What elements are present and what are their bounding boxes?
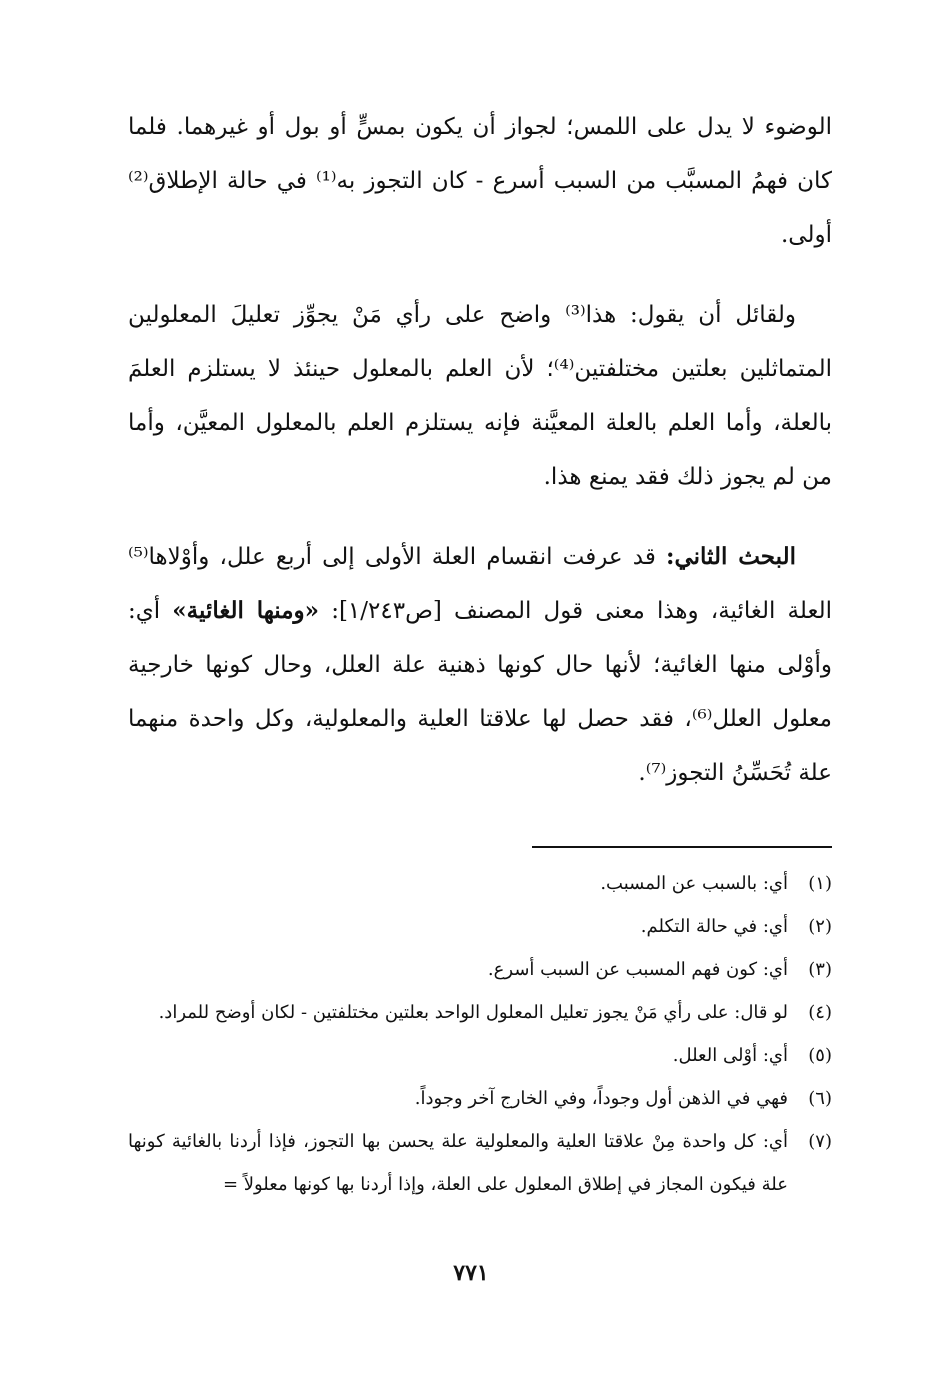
footnote-5 (128, 1034, 832, 1077)
footnote-divider (532, 846, 832, 848)
footnote-1 (128, 862, 832, 905)
footnote-number: (٣) (808, 959, 832, 980)
footnotes (128, 862, 832, 1206)
footnote-4 (128, 991, 832, 1034)
footnote-2 (128, 905, 832, 948)
footnote-number: (١) (808, 873, 832, 894)
footnote-text: لو قال: على رأي مَنْ يجوز تعليل المعلول الواحد بعلتين مختلفتين - لكان أوضح للمراد. (158, 1002, 788, 1023)
footnote-6 (128, 1077, 832, 1120)
footnote-number: (٢) (808, 916, 832, 937)
footnote-text: أي: بالسبب عن المسبب. (600, 873, 788, 894)
paragraph-3-text-a: قد عرفت انقسام العلة الأولى إلى أربع علل، وأوْلاها⁽⁵⁾ العلة الغائية، وهذا معنى قول المصنف [ص١/٢٤٣]: (128, 544, 832, 624)
footnote-number: (٤) (808, 1002, 832, 1023)
paragraph-2 (128, 288, 832, 504)
section-heading: البحث الثاني: (665, 543, 796, 570)
footnote-number: (٦) (808, 1088, 832, 1109)
footnote-7 (128, 1120, 832, 1206)
quoted-phrase: «ومنها الغائية» (172, 597, 320, 624)
main-text (128, 100, 832, 800)
paragraph-1-text: الوضوء لا يدل على اللمس؛ لجواز أن يكون بمسٍّ أو بول أو غيرهما. فلما كان فهمُ المسبَّب من السبب أسرع - كان التجوز به⁽¹⁾ في حالة الإطلاق⁽²⁾ أولى. (128, 114, 833, 248)
paragraph-2-text: ولقائل أن يقول: هذا⁽³⁾ واضح على رأي مَنْ يجوِّز تعليلَ المعلولين المتماثلين بعلتين مختلفتين⁽⁴⁾؛ لأن العلم بالمعلول حينئذ لا يستلزم العلمَ بالعلة، وأما العلم بالعلة المعيَّنة فإنه يستلزم العلم بالمعلول المعيَّن، وأما من لم يجوز ذلك فقد يمنع هذا. (128, 302, 832, 490)
footnote-text: أي: أوْلى العلل. (672, 1045, 788, 1066)
paragraph-3 (128, 530, 832, 800)
footnote-text: فهي في الذهن أول وجوداً، وفي الخارج آخر وجوداً. (414, 1088, 788, 1109)
footnote-text: أي: كون فهم المسبب عن السبب أسرع. (487, 959, 788, 980)
paragraph-3-text-b: أي: وأوْلى منها الغائية؛ لأنها حال كونها ذهنية علة العلل، وحال كونها خارجية معلول العلل⁽⁶⁾، فقد حصل لها علاقتا العلية والمعلولية، وكل واحدة منهما علة تُحَسِّنُ التجوز⁽⁷⁾. (128, 598, 832, 786)
footnote-number: (٧) (808, 1131, 832, 1152)
footnote-text: أي: كل واحدة مِنْ علاقتا العلية والمعلولية علة يحسن بها التجوز، فإذا أردنا بالغائية كونها علة فيكون المجاز في إطلاق المعلول على العلة، وإذا أردنا بها كونها معلولاً = (128, 1131, 788, 1195)
paragraph-1 (128, 100, 832, 262)
footnote-text: أي: في حالة التكلم. (640, 916, 788, 937)
page-number: ٧٧١ (453, 1260, 489, 1286)
footnote-3 (128, 948, 832, 991)
footnote-number: (٥) (808, 1045, 832, 1066)
